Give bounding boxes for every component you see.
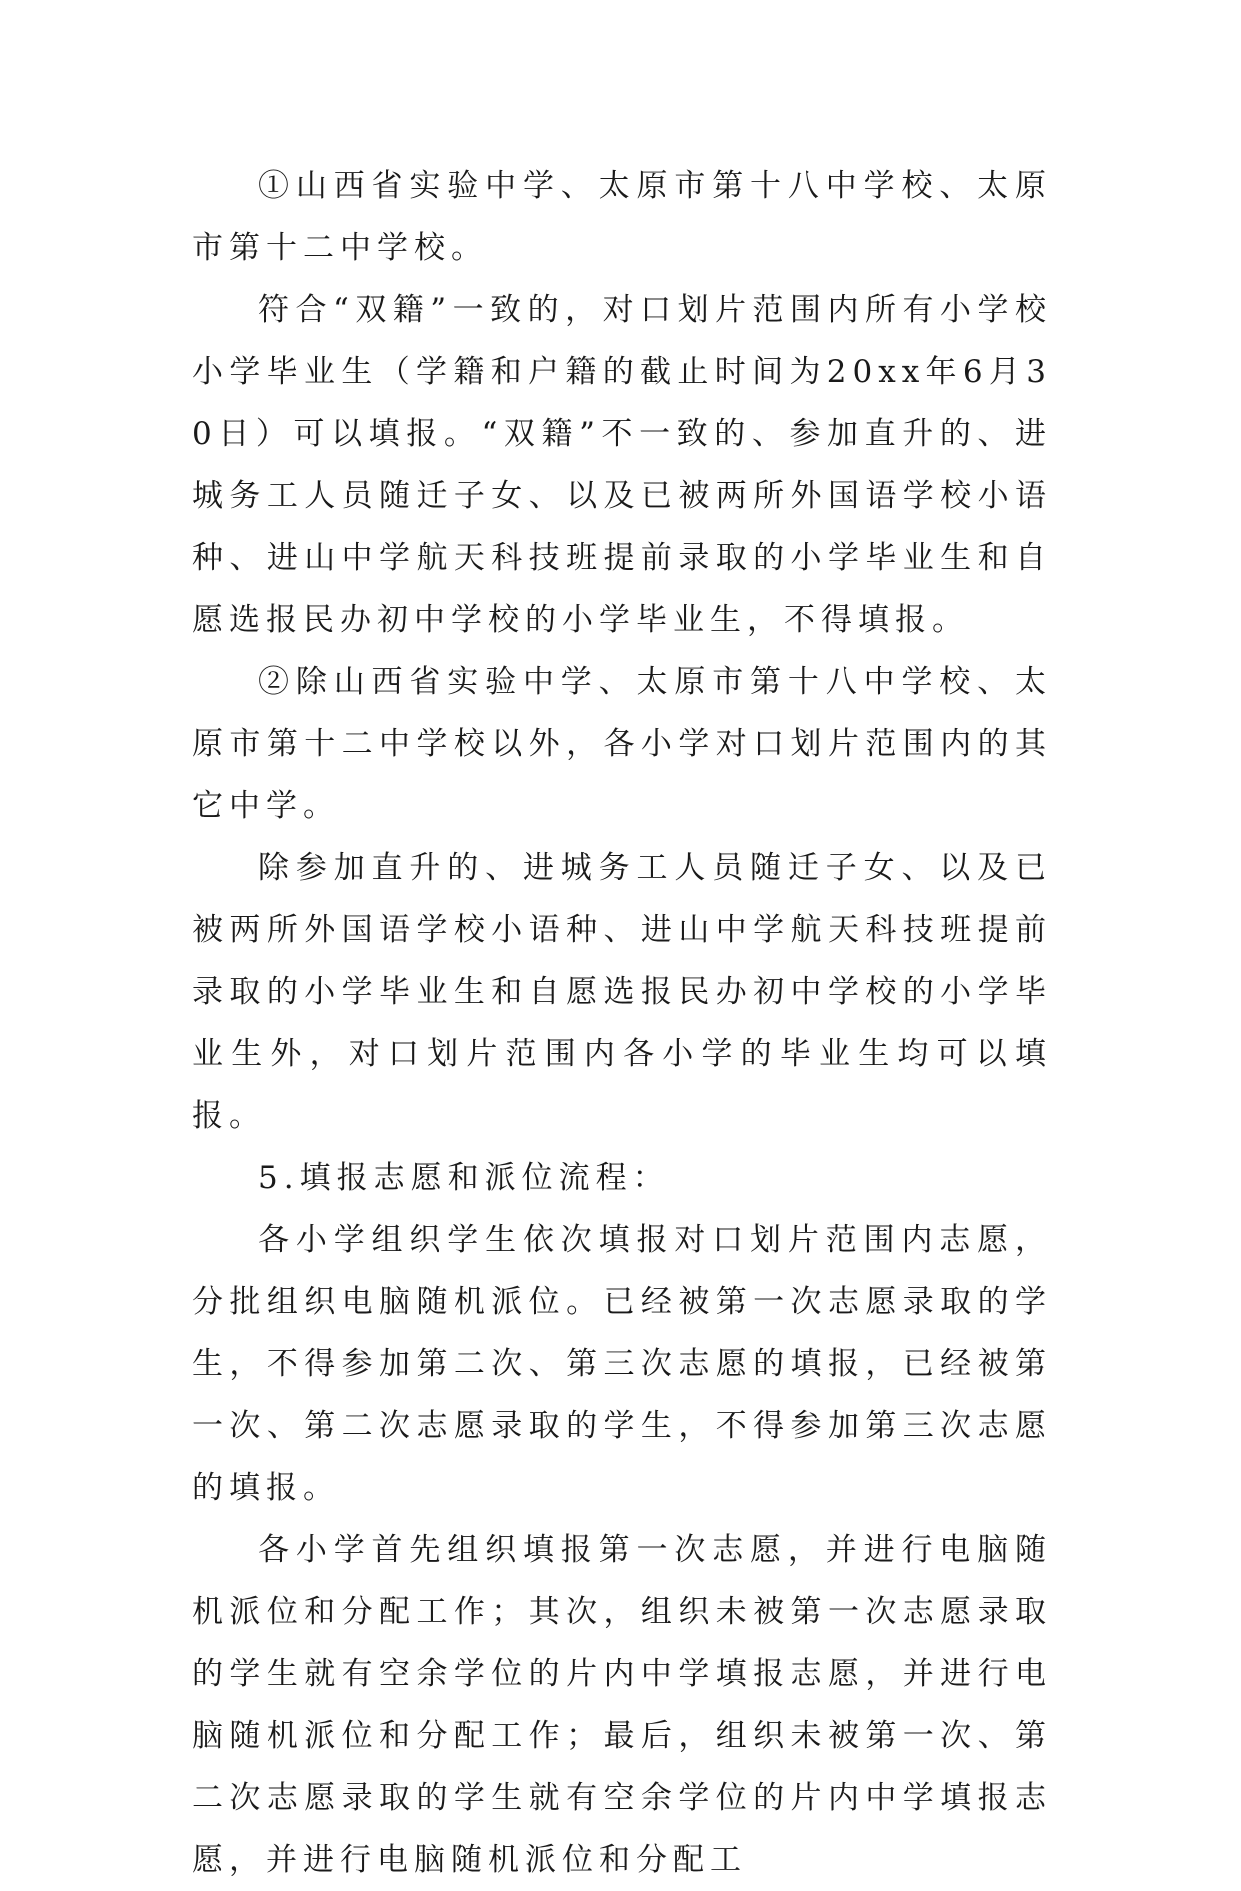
paragraph-process-overview: 各小学组织学生依次填报对口划片范围内志愿，分批组织电脑随机派位。已经被第一次志愿录取的学生，不得参加第二次、第三次志愿的填报，已经被第一次、第二次志愿录取的学生，不得参加第三次志愿的填报。	[192, 1222, 1052, 1506]
paragraph-school-group-1: ①山西省实验中学、太原市第十八中学校、太原市第十二中学校。	[192, 168, 1052, 266]
paragraph-school-group-2: ②除山西省实验中学、太原市第十八中学校、太原市第十二中学校以外，各小学对口划片范围内的其它中学。	[192, 664, 1052, 824]
paragraph-process-steps: 各小学首先组织填报第一次志愿，并进行电脑随机派位和分配工作；其次，组织未被第一次志愿录取的学生就有空余学位的片内中学填报志愿，并进行电脑随机派位和分配工作；最后，组织未被第一次、第二次志愿录取的学生就有空余学位的片内中学填报志愿，并进行电脑随机派位和分配工	[192, 1532, 1052, 1878]
section-heading-process: 5.填报志愿和派位流程：	[258, 1160, 670, 1196]
paragraph-eligibility-group-2: 除参加直升的、进城务工人员随迁子女、以及已被两所外国语学校小语种、进山中学航天科技班提前录取的小学毕业生和自愿选报民办初中学校的小学毕业生外，对口划片范围内各小学的毕业生均可以填报。	[192, 850, 1052, 1134]
paragraph-eligibility-group-1: 符合“双籍”一致的，对口划片范围内所有小学校小学毕业生（学籍和户籍的截止时间为20xx年6月30日）可以填报。“双籍”不一致的、参加直升的、进城务工人员随迁子女、以及已被两所外国语学校小语种、进山中学航天科技班提前录取的小学毕业生和自愿选报民办初中学校的小学毕业生，不得填报。	[192, 292, 1052, 638]
document-body	[192, 155, 1052, 1891]
